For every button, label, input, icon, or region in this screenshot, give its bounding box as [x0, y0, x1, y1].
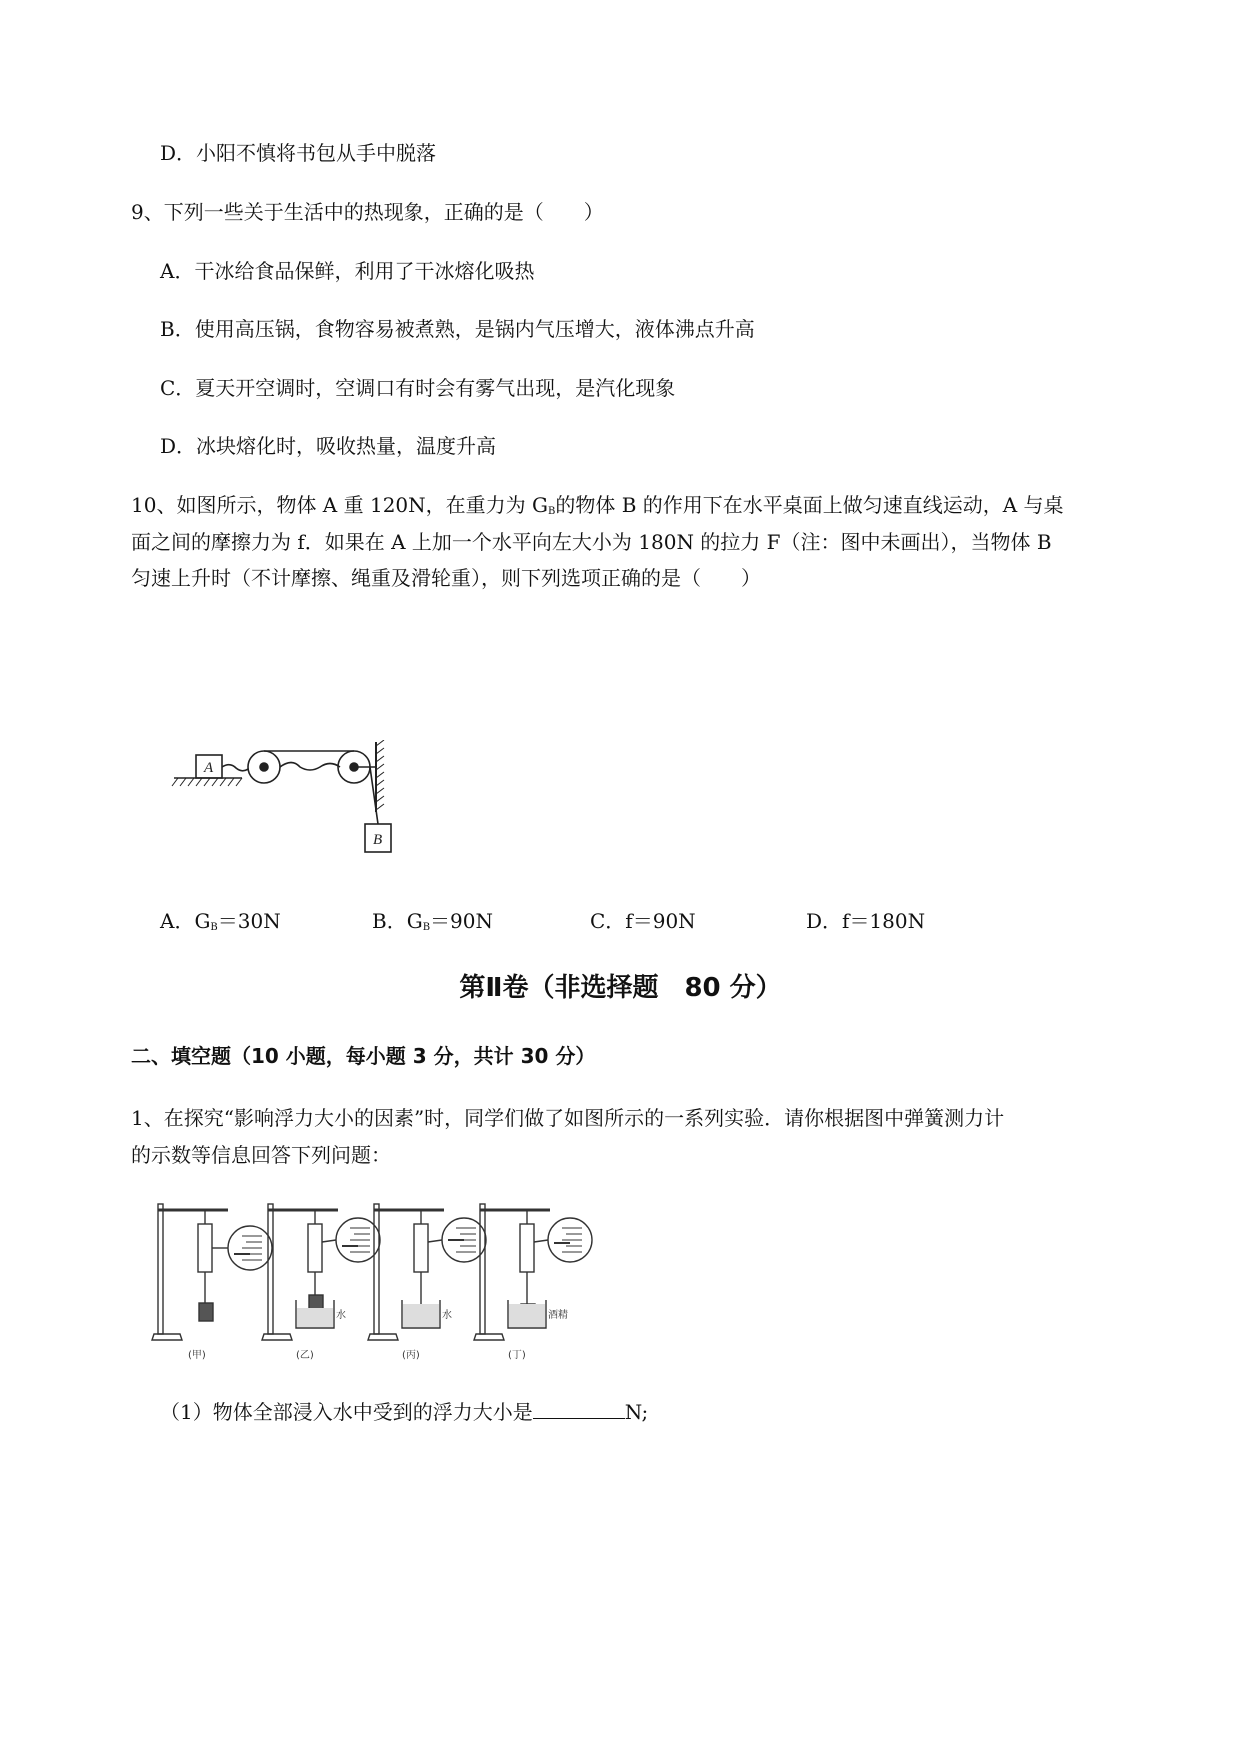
wall-hatching [376, 740, 384, 810]
q9-option-b: B．使用高压锅，食物容易被煮熟，是锅内气压增大，液体沸点升高 [160, 317, 755, 341]
q10-stem-line-2: 面之间的摩擦力为 f．如果在 A 上加一个水平向左大小为 180N 的拉力 F（注：图中未画出），当物体 B [131, 530, 1052, 554]
q10-option-c [590, 911, 696, 931]
section-title: 第Ⅱ卷（非选择题 80 分） [459, 973, 782, 1003]
caption-jia: (甲) [188, 1350, 206, 1361]
q10-stem-line-3: 匀速上升时（不计摩擦、绳重及滑轮重），则下列选项正确的是（ ） [131, 566, 761, 590]
q10-option-b-value: ＝90N [430, 909, 493, 933]
q10-option-a [160, 911, 281, 933]
q9-option-d: D．冰块熔化时，吸收热量，温度升高 [160, 434, 497, 458]
q9-option-a: A．干冰给食品保鲜，利用了干冰熔化吸热 [160, 259, 535, 283]
section-subtitle: 二、填空题（10 小题，每小题 3 分，共计 30 分） [131, 1044, 596, 1068]
q8-option-d: D．小阳不慎将书包从手中脱落 [160, 141, 437, 165]
q9-stem: 9、下列一些关于生活中的热现象，正确的是（ ） [131, 200, 604, 224]
q9-option-c: C．夏天开空调时，空调口有时会有雾气出现，是汽化现象 [160, 376, 676, 400]
q10-option-d-prefix: D．f [806, 909, 850, 933]
fill-q1-stem-line-1: 1、在探究“影响浮力大小的因素”时，同学们做了如图所示的一系列实验．请你根据图中弹簧测力计 [131, 1106, 1005, 1130]
fill-q1-sub1-text: （1）物体全部浸入水中受到的浮力大小是 [160, 1400, 533, 1424]
q10-option-a-value: ＝30N [217, 909, 281, 933]
liquid-label-yi: 水 [336, 1310, 346, 1321]
liquid-label-ding: 酒精 [548, 1310, 568, 1321]
q10-option-c-value: ＝90N [632, 909, 696, 933]
q10-option-b [372, 911, 493, 933]
caption-yi: (乙) [296, 1350, 314, 1361]
q10-stem-line-1 [131, 495, 1064, 517]
table-hatching [172, 778, 242, 786]
fill-q1-sub1 [160, 1400, 648, 1422]
stand-ding [474, 1204, 592, 1340]
liquid-label-bing: 水 [442, 1310, 452, 1321]
fill-q1-stem-line-2: 的示数等信息回答下列问题： [131, 1143, 391, 1167]
stand-bing [368, 1204, 486, 1340]
q10-stem-text-b: 的物体 B 的作用下在水平桌面上做匀速直线运动，A 与桌 [555, 493, 1064, 517]
caption-bing: (丙) [402, 1350, 420, 1361]
q10-option-d [806, 911, 925, 931]
block-a-label: A [204, 760, 214, 776]
q10-stem-subscript: B [547, 506, 556, 517]
q10-option-d-value: ＝180N [849, 909, 926, 933]
caption-ding: (丁) [508, 1350, 526, 1361]
buoyancy-experiment-figure [150, 1200, 600, 1365]
rope-a [222, 765, 248, 771]
block-b-label: B [373, 832, 383, 848]
q10-option-b-prefix: B．G [372, 909, 423, 933]
stand-yi [262, 1204, 380, 1340]
answer-blank[interactable] [533, 1400, 625, 1419]
rope-middle [280, 763, 340, 771]
q10-option-a-sub: B [210, 922, 218, 933]
q10-option-a-prefix: A．G [160, 909, 211, 933]
q10-option-c-prefix: C．f [590, 909, 633, 933]
q10-option-b-sub: B [422, 922, 431, 933]
fill-q1-sub1-unit: N; [624, 1400, 649, 1424]
q10-stem-text-a: 10、如图所示，物体 A 重 120N，在重力为 G [131, 493, 548, 517]
pulley-figure [170, 740, 400, 860]
stand-jia [152, 1204, 272, 1340]
